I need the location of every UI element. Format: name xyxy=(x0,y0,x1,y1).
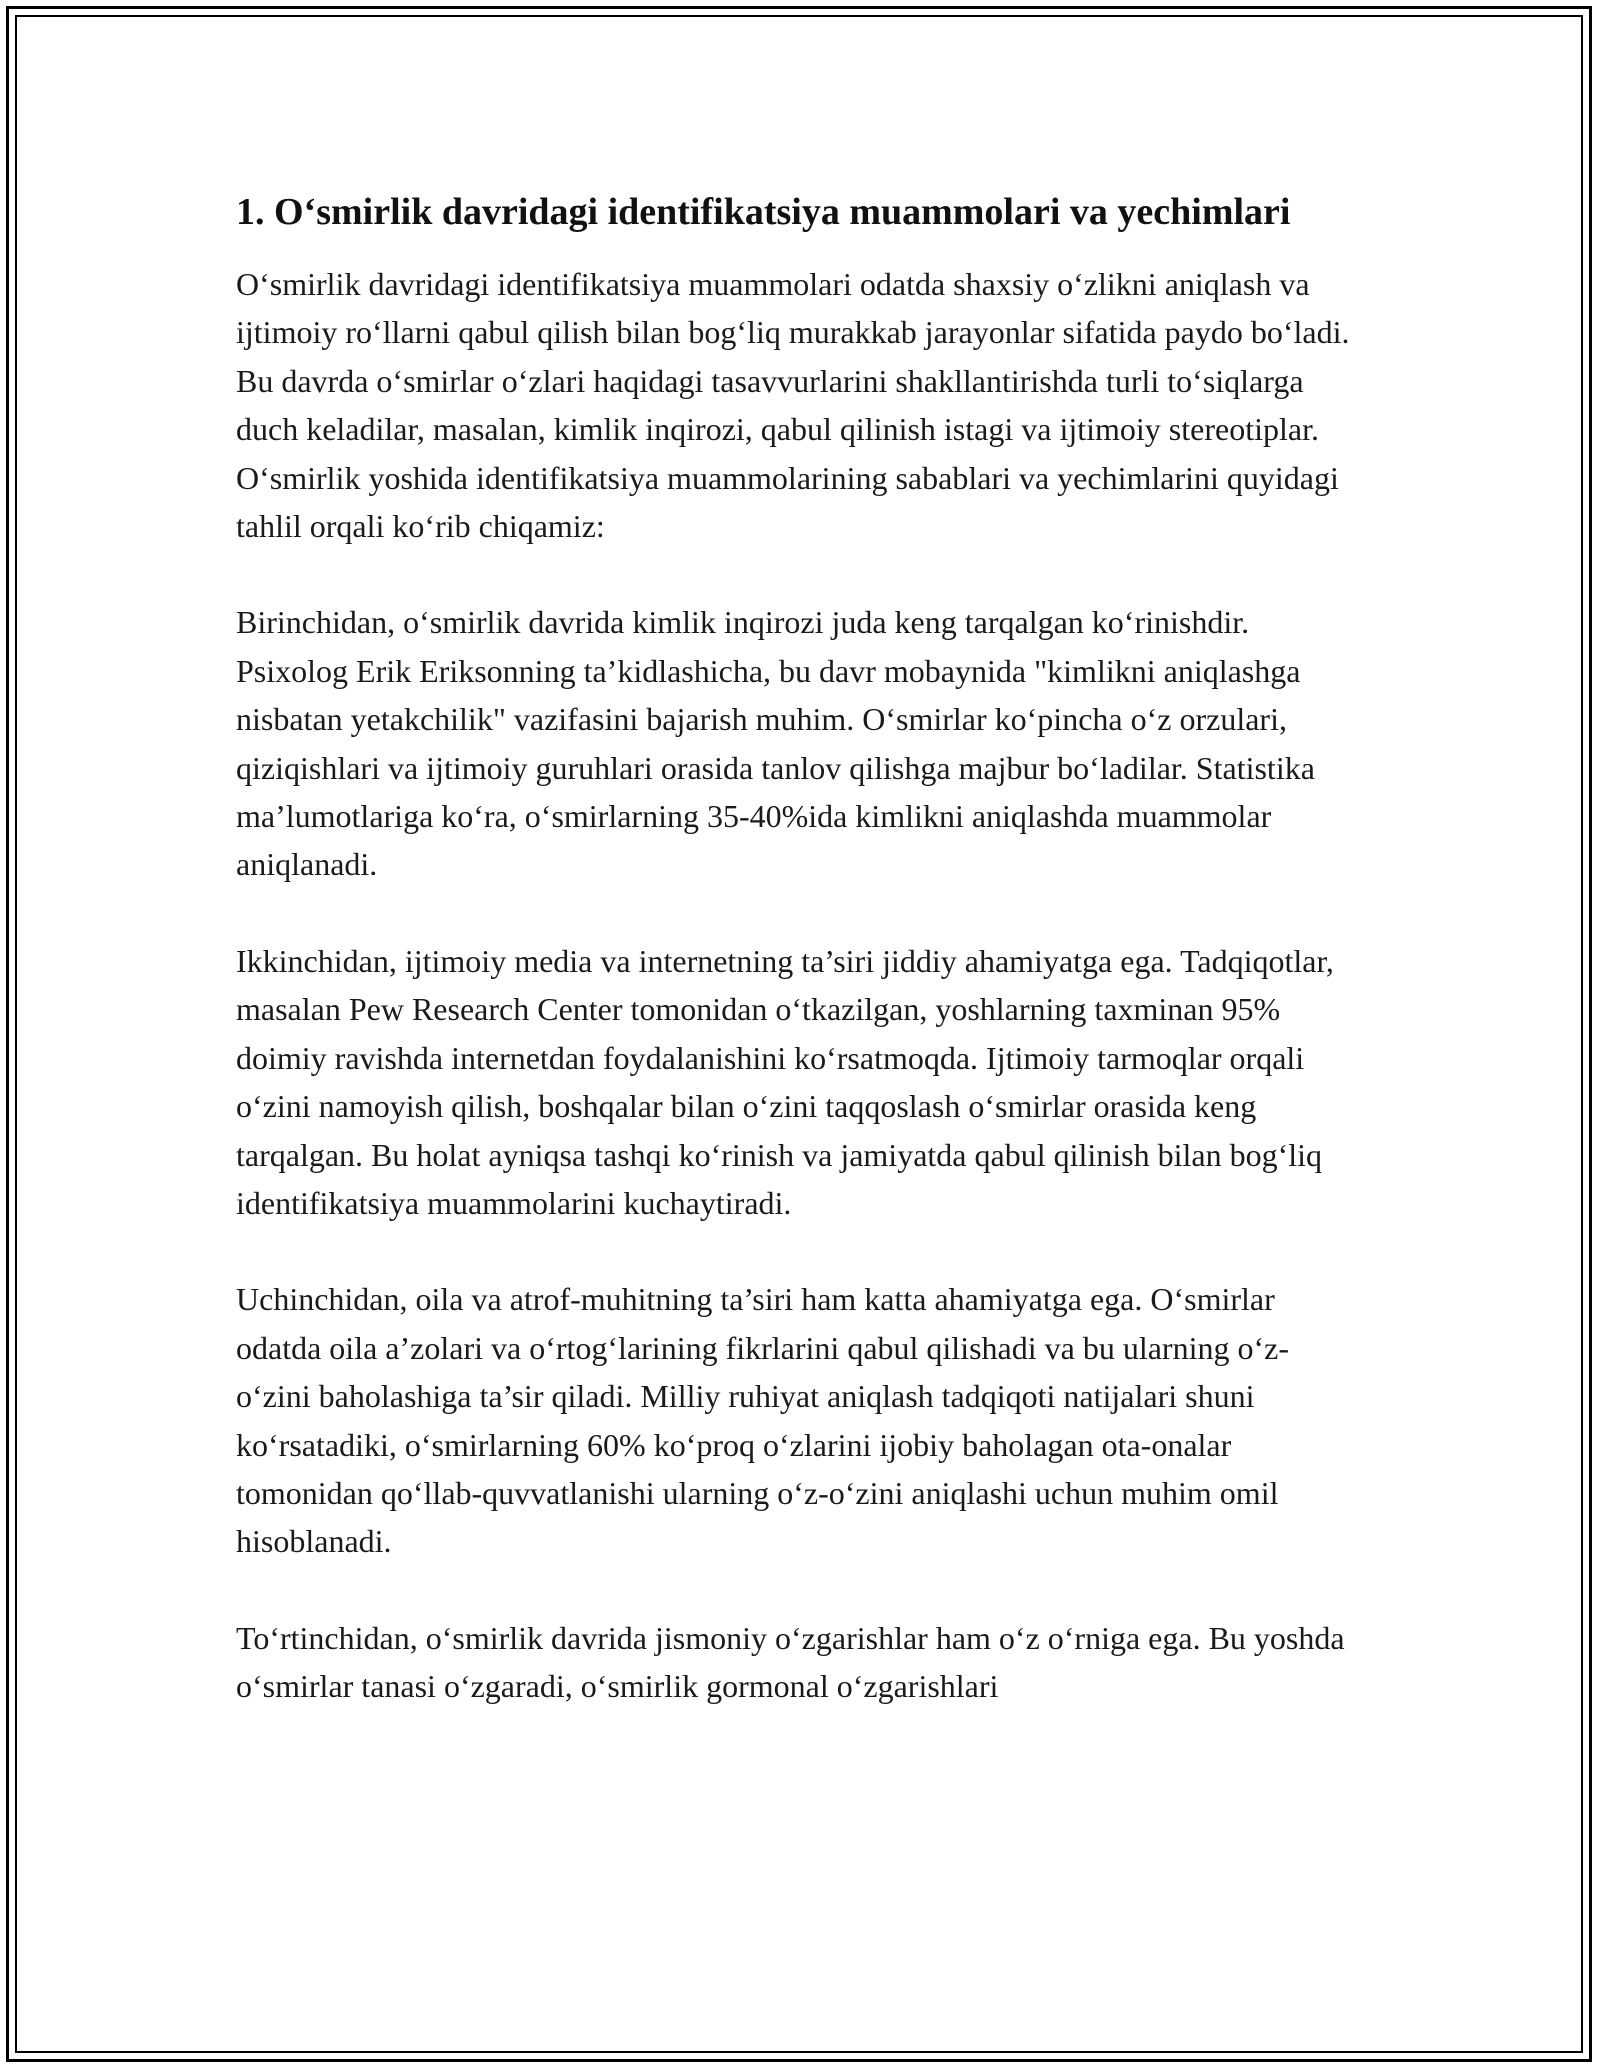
paragraph-second: Ikkinchidan, ijtimoiy media va internetning ta’siri jiddiy ahamiyatga ega. Tadqiqotlar, masalan Pew Research Center tomonidan o‘tkazilgan, yoshlarning taxminan 95% doimiy ravishda internetdan foydalanishini ko‘rsatmoqda. Ijtimoiy tarmoqlar orqali o‘zini namoyish qilish, boshqalar bilan o‘zini taqqoslash o‘smirlar orasida keng tarqalgan. Bu holat ayniqsa tashqi ko‘rinish va jamiyatda qabul qilinish bilan bog‘liq identifikatsiya muammolarini kuchaytiradi. xyxy=(236,942,1334,1221)
paragraph-fourth: To‘rtinchidan, o‘smirlik davrida jismoniy o‘zgarishlar ham o‘z o‘rniga ega. Bu yoshda o‘smirlar tanasi o‘zgaradi, o‘smirlik gormonal o‘zgarishlari xyxy=(236,1619,1345,1705)
paragraph-third: Uchinchidan, oila va atrof-muhitning ta’siri ham katta ahamiyatga ega. O‘smirlar odatda oila a’zolari va o‘rtog‘larining fikrlarini qabul qilishadi va bu ularning o‘z-o‘zini baholashiga ta’sir qiladi. Milliy ruhiyat aniqlash tadqiqoti natijalari shuni ko‘rsatadiki, o‘smirlarning 60% ko‘proq o‘zlarini ijobiy baholagan ota-onalar tomonidan qo‘llab-quvvatlanishi ularning o‘z-o‘zini aniqlashi uchun muhim omil hisoblanadi. xyxy=(236,1281,1289,1560)
paragraph-intro: O‘smirlik davridagi identifikatsiya muammolari odatda shaxsiy o‘zlikni aniqlash va ijtimoiy ro‘llarni qabul qilish bilan bog‘liq murakkab jarayonlar sifatida paydo bo‘ladi. Bu davrda o‘smirlar o‘zlari haqidagi tasavvurlarini shakllantirishda turli to‘siqlarga duch keladilar, masalan, kimlik inqirozi, qabul qilinish istagi va ijtimoiy stereotiplar. O‘smirlik yoshida identifikatsiya muammolarining sabablari va yechimlarini quyidagi tahlil orqali ko‘rib chiqamiz: xyxy=(236,266,1350,545)
document-title: 1. O‘smirlik davridagi identifikatsiya muammolari va yechimlari xyxy=(236,191,1291,233)
document-body xyxy=(236,185,1356,1759)
paragraph-first: Birinchidan, o‘smirlik davrida kimlik inqirozi juda keng tarqalgan ko‘rinishdir. Psixolog Erik Eriksonning ta’kidlashicha, bu davr mobaynida "kimlikni aniqlashga nisbatan yetakchilik" vazifasini bajarish muhim. O‘smirlar ko‘pincha o‘z orzulari, qiziqishlari va ijtimoiy guruhlari orasida tanlov qilishga majbur bo‘ladilar. Statistika ma’lumotlariga ko‘ra, o‘smirlarning 35-40%ida kimlikni aniqlashda muammolar aniqlanadi. xyxy=(236,604,1315,883)
